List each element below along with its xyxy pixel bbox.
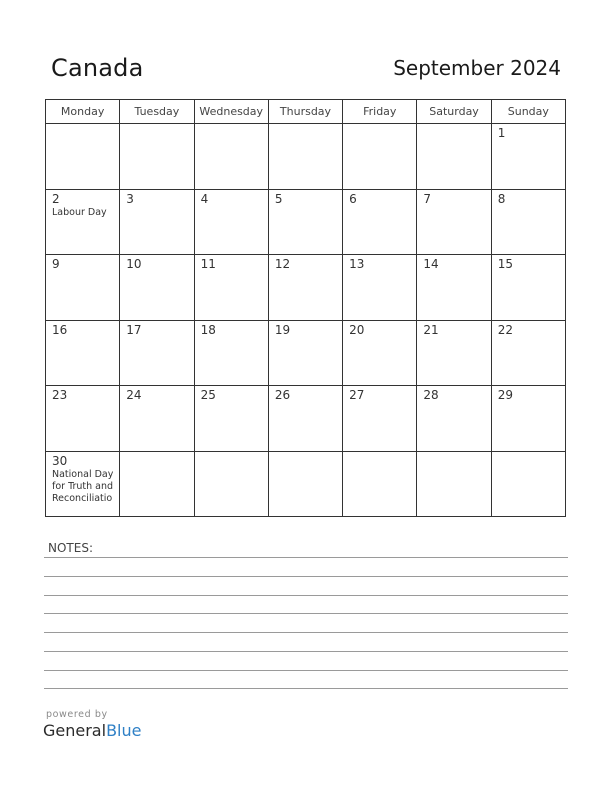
day-number: 9 xyxy=(52,257,60,271)
day-cell xyxy=(120,189,194,255)
day-number: 23 xyxy=(52,388,68,402)
notes-line xyxy=(44,576,568,577)
day-cell xyxy=(46,255,120,321)
notes-line xyxy=(44,557,568,558)
notes-line xyxy=(44,670,568,671)
day-number: 15 xyxy=(497,257,513,271)
day-number: 29 xyxy=(497,388,513,402)
day-number xyxy=(343,124,416,127)
day-cell xyxy=(417,124,491,190)
day-cell xyxy=(194,255,268,321)
day-cell xyxy=(194,386,268,452)
day-cell xyxy=(120,320,194,386)
day-number: 25 xyxy=(200,388,216,402)
day-number: 10 xyxy=(126,257,142,271)
country-title: Canada xyxy=(51,54,144,82)
day-cell xyxy=(120,386,194,452)
generalblue-logo xyxy=(43,721,141,740)
weekday-header: Monday xyxy=(46,100,120,124)
day-number: 6 xyxy=(349,191,357,206)
weekday-header: Friday xyxy=(343,100,417,124)
day-cell xyxy=(491,124,565,190)
day-cell xyxy=(343,386,417,452)
day-cell xyxy=(417,320,491,386)
logo-blue-text: Blue xyxy=(106,721,142,740)
day-cell xyxy=(417,189,491,255)
calendar-week-row xyxy=(46,386,566,452)
notes-line xyxy=(44,595,568,596)
day-number xyxy=(269,124,342,127)
day-cell xyxy=(491,189,565,255)
day-number: 7 xyxy=(423,191,432,206)
powered-by-text: powered by xyxy=(46,709,108,720)
day-number xyxy=(417,452,490,455)
day-number xyxy=(417,124,490,127)
day-cell xyxy=(120,124,194,190)
day-cell xyxy=(46,189,120,255)
day-cell xyxy=(343,189,417,255)
holiday-label: Labour Day xyxy=(52,206,107,218)
day-cell xyxy=(343,255,417,321)
day-number xyxy=(269,452,342,455)
weekday-header: Sunday xyxy=(491,100,565,124)
day-cell xyxy=(417,255,491,321)
notes-label: NOTES: xyxy=(48,541,93,555)
day-number xyxy=(492,452,565,455)
day-cell xyxy=(491,320,565,386)
day-cell xyxy=(417,451,491,517)
day-number: 30 xyxy=(52,453,68,468)
day-cell xyxy=(268,320,342,386)
day-number: 19 xyxy=(274,322,291,337)
day-cell xyxy=(46,320,120,386)
day-number xyxy=(120,124,193,127)
day-cell xyxy=(268,124,342,190)
day-cell xyxy=(343,451,417,517)
weekday-header: Thursday xyxy=(268,100,342,124)
calendar-grid xyxy=(45,99,566,517)
day-number: 18 xyxy=(200,322,216,337)
day-cell xyxy=(343,124,417,190)
day-number: 26 xyxy=(274,388,291,402)
month-title: September 2024 xyxy=(393,56,561,80)
weekday-header: Saturday xyxy=(417,100,491,124)
day-number: 8 xyxy=(497,191,506,206)
calendar-week-row xyxy=(46,255,566,321)
day-number: 27 xyxy=(349,388,365,402)
day-cell xyxy=(268,189,342,255)
holiday-label: National Day for Truth and Reconciliatio xyxy=(52,468,114,504)
day-number: 11 xyxy=(200,257,216,271)
day-number: 20 xyxy=(349,322,365,337)
day-number: 1 xyxy=(497,126,506,140)
logo-general-text: General xyxy=(43,721,107,740)
day-number: 5 xyxy=(274,191,283,206)
calendar-week-row xyxy=(46,320,566,386)
day-cell xyxy=(120,451,194,517)
day-cell xyxy=(120,255,194,321)
day-cell xyxy=(194,451,268,517)
day-number: 2 xyxy=(52,191,60,206)
day-cell xyxy=(46,386,120,452)
day-number xyxy=(46,124,119,127)
day-number: 16 xyxy=(52,322,68,337)
day-cell xyxy=(46,124,120,190)
day-number xyxy=(343,452,416,455)
day-number: 24 xyxy=(126,388,142,402)
day-cell xyxy=(268,451,342,517)
weekday-header: Wednesday xyxy=(194,100,268,124)
day-cell xyxy=(343,320,417,386)
day-cell xyxy=(194,320,268,386)
day-number: 28 xyxy=(423,388,439,402)
notes-line xyxy=(44,651,568,652)
day-number xyxy=(120,452,193,455)
notes-line xyxy=(44,613,568,614)
day-number: 3 xyxy=(126,191,134,206)
calendar-week-row xyxy=(46,189,566,255)
day-number: 4 xyxy=(200,191,209,206)
day-cell xyxy=(491,255,565,321)
day-number xyxy=(195,124,268,127)
day-number xyxy=(195,452,268,455)
weekday-header-row xyxy=(46,100,566,124)
day-number: 13 xyxy=(349,257,365,271)
day-cell xyxy=(46,451,120,517)
day-cell xyxy=(491,386,565,452)
day-number: 21 xyxy=(423,322,439,337)
day-number: 12 xyxy=(274,257,291,271)
day-cell xyxy=(194,189,268,255)
day-cell xyxy=(491,451,565,517)
day-number: 14 xyxy=(423,257,439,271)
day-cell xyxy=(417,386,491,452)
notes-line xyxy=(44,688,568,689)
calendar-week-row xyxy=(46,124,566,190)
day-cell xyxy=(194,124,268,190)
day-number: 17 xyxy=(126,322,142,337)
day-number: 22 xyxy=(497,322,513,337)
calendar-week-row xyxy=(46,451,566,517)
weekday-header: Tuesday xyxy=(120,100,194,124)
day-cell xyxy=(268,386,342,452)
notes-line xyxy=(44,632,568,633)
day-cell xyxy=(268,255,342,321)
